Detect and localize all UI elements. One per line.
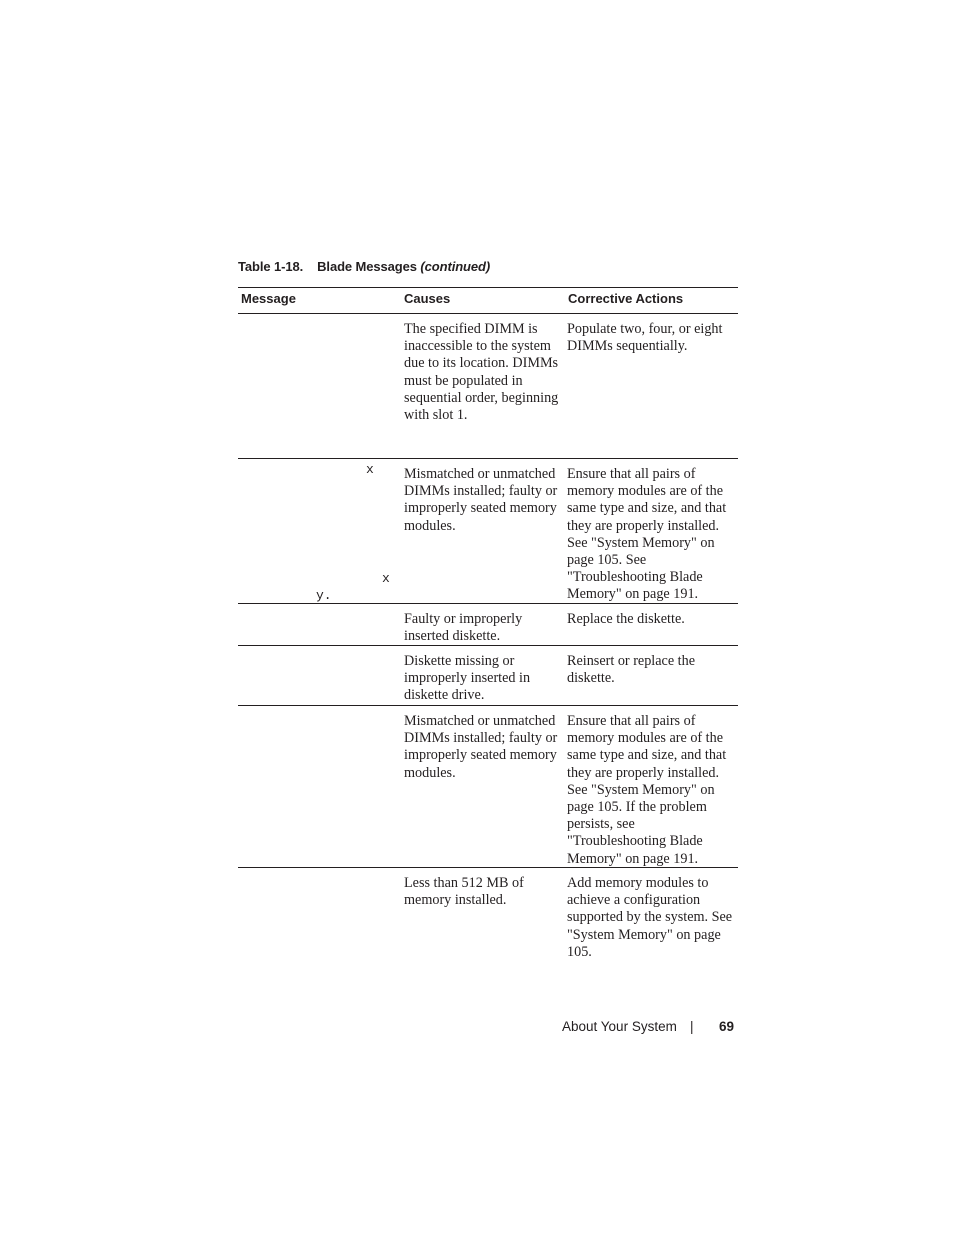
- table-title: Blade Messages: [317, 259, 417, 274]
- table-continued-label: (continued): [420, 259, 491, 274]
- corrective-action-cell: Populate two, four, or eight DIMMs sequentially.: [567, 321, 723, 355]
- header-causes: Causes: [404, 291, 451, 306]
- table-row: [238, 604, 738, 646]
- table-row: [238, 646, 738, 706]
- table-row: [238, 459, 738, 604]
- table-row: [238, 314, 738, 477]
- corrective-action-cell: Ensure that all pairs of memory modules are of the same type and size, and that they are properly installed. See "System Memory" on page 105. If the problem persists, see "Troubleshooting Blade Memory" on page 191.: [567, 713, 727, 867]
- table-number: Table 1-18.: [238, 259, 304, 274]
- message-variable: x: [382, 571, 390, 586]
- footer-section-title: About Your System: [562, 1019, 677, 1034]
- table-caption: [238, 259, 490, 274]
- corrective-action-cell: Ensure that all pairs of memory modules are of the same type and size, and that they are properly installed. See "System Memory" on page 105. See "Troubleshooting Blade Memory" on page 191.: [567, 466, 727, 603]
- table-row: [238, 706, 738, 868]
- header-corrective-actions: Corrective Actions: [568, 291, 684, 306]
- cause-cell: Faulty or improperly inserted diskette.: [404, 611, 523, 645]
- table-row: [238, 868, 738, 964]
- corrective-action-cell: Replace the diskette.: [567, 611, 685, 627]
- footer-separator: |: [690, 1019, 694, 1034]
- header-message: Message: [241, 291, 296, 306]
- page-number: 69: [719, 1019, 735, 1034]
- cause-cell: The specified DIMM is inaccessible to the system due to its location. DIMMs must be populated in sequential order, beginning with slot 1.: [404, 321, 559, 424]
- cause-cell: Less than 512 MB of memory installed.: [404, 875, 524, 909]
- cause-cell: Mismatched or unmatched DIMMs installed; faulty or improperly seated memory modules.: [404, 713, 558, 781]
- corrective-action-cell: Add memory modules to achieve a configuration supported by the system. See "System Memory" on page 105.: [567, 875, 733, 960]
- blade-messages-table: [238, 287, 738, 964]
- cause-cell: Diskette missing or improperly inserted in diskette drive.: [404, 653, 531, 704]
- message-variable: y.: [316, 588, 332, 603]
- message-variable: x: [366, 462, 374, 477]
- table-header: [238, 288, 738, 314]
- corrective-action-cell: Reinsert or replace the diskette.: [567, 653, 696, 687]
- cause-cell: Mismatched or unmatched DIMMs installed; faulty or improperly seated memory modules.: [404, 466, 558, 534]
